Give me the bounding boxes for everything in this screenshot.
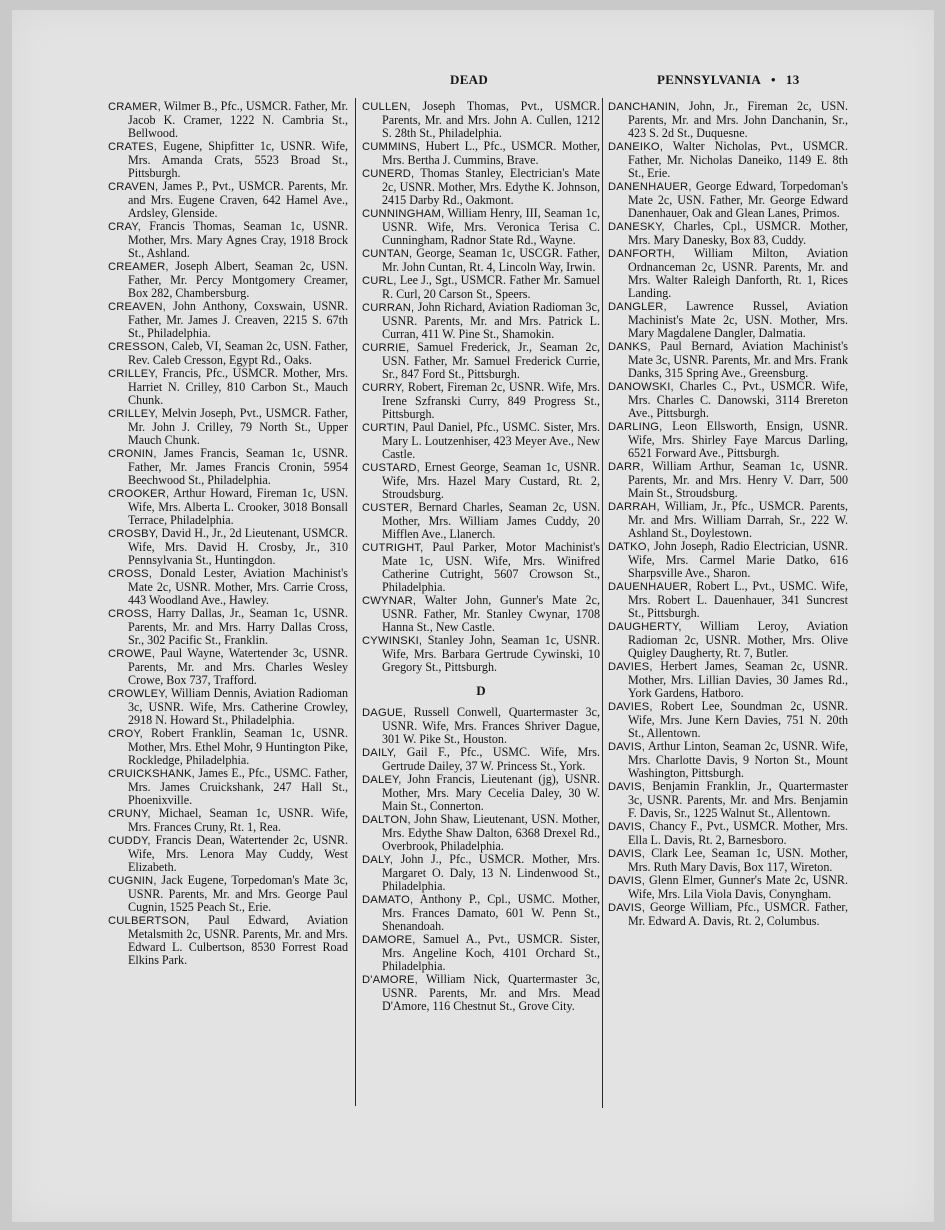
entry-details: Francis, Pfc., USMCR. Mother, Mrs. Harriet N. Crilley, 810 Carbon St., Mauch Chunk. bbox=[128, 366, 348, 407]
casualty-entry bbox=[108, 727, 348, 767]
entry-surname: CURRIE, bbox=[362, 342, 410, 354]
entry-details: Russell Conwell, Quartermaster 3c, USNR. Wife, Mrs. Frances Shriver Dague, 301 W. Pike St., Houston. bbox=[382, 705, 600, 746]
entry-details: Paul Daniel, Pfc., USMC. Sister, Mrs. Mary L. Loutzenhiser, 423 Meyer Ave., New Castle. bbox=[382, 420, 600, 461]
entry-details: Glenn Elmer, Gunner's Mate 2c, USNR. Wife, Mrs. Lila Viola Davis, Conyngham. bbox=[628, 873, 848, 901]
entry-surname: DANKS, bbox=[608, 341, 651, 353]
casualty-entry bbox=[362, 421, 600, 461]
page-number: 13 bbox=[785, 72, 800, 87]
entry-surname: CRILLEY, bbox=[108, 408, 158, 420]
entry-surname: DAVIES, bbox=[608, 661, 653, 673]
casualty-entry bbox=[108, 687, 348, 727]
entry-details: John J., Pfc., USMCR. Mother, Mrs. Margaret O. Daly, 13 N. Lindenwood St., Philadelphia. bbox=[382, 852, 600, 893]
entry-details: Leon Ellsworth, Ensign, USNR. Wife, Mrs. Shirley Faye Marcus Darling, 6521 Forward Ave., Pittsburgh. bbox=[628, 419, 848, 460]
entry-details: Arthur Linton, Seaman 2c, USNR. Wife, Mrs. Charlotte Davis, 9 Norton St., Mount Washington, Pittsburgh. bbox=[628, 739, 848, 780]
entry-details: James P., Pvt., USMCR. Parents, Mr. and Mrs. Eugene Craven, 642 Hamel Ave., Ardsley, Glenside. bbox=[128, 179, 348, 220]
entry-surname: CROSS, bbox=[108, 608, 153, 620]
casualty-entry bbox=[608, 420, 848, 460]
entry-surname: DANESKY, bbox=[608, 221, 665, 233]
entry-surname: DAUGHERTY, bbox=[608, 621, 682, 633]
casualty-entry bbox=[608, 700, 848, 740]
entry-details: James Francis, Seaman 1c, USNR. Father, Mr. James Francis Cronin, 5954 Beechwood St., Philadelphia. bbox=[128, 446, 349, 487]
casualty-entry bbox=[608, 740, 848, 780]
entry-surname: CURRY, bbox=[362, 382, 405, 394]
entry-surname: CROY, bbox=[108, 728, 143, 740]
entry-details: George Edward, Torpedoman's Mate 2c, USN. Father, Mr. George Edward Danenhauer, Oak and Glean Lanes, Primos. bbox=[628, 179, 848, 220]
header-state: PENNSYLVANIA bbox=[657, 72, 762, 87]
casualty-entry bbox=[608, 847, 848, 874]
entry-details: William Leroy, Aviation Radioman 2c, USNR. Mother, Mrs. Olive Quigley Daugherty, Rt. 7, Butler. bbox=[628, 619, 848, 660]
entry-surname: CRAY, bbox=[108, 221, 141, 233]
entry-details: Robert, Fireman 2c, USNR. Wife, Mrs. Irene Szfranski Curry, 849 Progress St., Pittsburgh. bbox=[382, 380, 600, 421]
entry-surname: DANEIKO, bbox=[608, 141, 664, 153]
casualty-entry bbox=[362, 933, 600, 973]
entry-details: Francis Dean, Watertender 2c, USNR. Wife, Mrs. Lenora May Cuddy, West Elizabeth. bbox=[128, 833, 348, 874]
entry-surname: DANFORTH, bbox=[608, 248, 675, 260]
casualty-entry bbox=[608, 820, 848, 847]
casualty-entry bbox=[608, 180, 848, 220]
entry-details: Walter Nicholas, Pvt., USMCR. Father, Mr. Nicholas Daneiko, 1149 E. 8th St., Erie. bbox=[628, 139, 849, 180]
casualty-entry bbox=[362, 274, 600, 301]
entry-surname: DAMATO, bbox=[362, 894, 414, 906]
casualty-entry bbox=[608, 540, 848, 580]
entry-details: Joseph Albert, Seaman 2c, USN. Father, Mr. Percy Montgomery Creamer, Box 282, Chambersburg. bbox=[128, 259, 348, 300]
casualty-entry bbox=[108, 260, 348, 300]
casualty-entry bbox=[608, 620, 848, 660]
entry-surname: CUSTARD, bbox=[362, 462, 420, 474]
entry-details: David H., Jr., 2d Lieutenant, USMCR. Wife, Mrs. David H. Crosby, Jr., 310 Pennsylvania St., Huntingdon. bbox=[128, 526, 348, 567]
entry-surname: CURL, bbox=[362, 275, 397, 287]
casualty-entry bbox=[108, 220, 348, 260]
column-3 bbox=[608, 100, 848, 928]
entry-surname: DATKO, bbox=[608, 541, 651, 553]
entry-details: Jack Eugene, Torpedoman's Mate 3c, USNR. Parents, Mr. and Mrs. George Paul Cugnin, 1525 Peach St., Erie. bbox=[128, 873, 348, 914]
entry-surname: CULBERTSON, bbox=[108, 915, 190, 927]
column-1 bbox=[108, 100, 348, 967]
casualty-entry bbox=[108, 180, 348, 220]
entry-details: James E., Pfc., USMC. Father, Mrs. James Cruickshank, 247 Hall St., Phoenixville. bbox=[128, 766, 348, 807]
entry-surname: DAVIES, bbox=[608, 701, 653, 713]
entry-surname: CROWLEY, bbox=[108, 688, 168, 700]
entry-details: Paul Edward, Aviation Metalsmith 2c, USNR. Parents, Mr. and Mrs. Edward L. Culbertson, 8530 Forrest Road Elkins Park. bbox=[128, 913, 348, 967]
entry-surname: CWYNAR, bbox=[362, 595, 417, 607]
entry-details: George, Seaman 1c, USCGR. Father, Mr. John Cuntan, Rt. 4, Lincoln Way, Irwin. bbox=[382, 246, 600, 274]
header-bullet: • bbox=[771, 72, 776, 87]
entry-details: William Milton, Aviation Ordnanceman 2c, USNR. Parents, Mr. and Mrs. Walter Raleigh Danforth, Rt. 1, Rices Landing. bbox=[628, 246, 848, 300]
entry-details: Gail F., Pfc., USMC. Wife, Mrs. Gertrude Dailey, 37 W. Princess St., York. bbox=[382, 745, 600, 773]
column-rule-2 bbox=[602, 98, 603, 1108]
casualty-entry bbox=[108, 607, 348, 647]
casualty-entry bbox=[362, 973, 600, 1013]
entry-details: Herbert James, Seaman 2c, USNR. Mother, Mrs. Lillian Davies, 30 James Rd., York Gardens, Hatboro. bbox=[628, 659, 849, 700]
entry-details: Donald Lester, Aviation Machinist's Mate 2c, USNR. Mother, Mrs. Carrie Cross, 443 Woodland Ave., Hawley. bbox=[128, 566, 348, 607]
casualty-entry bbox=[608, 300, 848, 340]
casualty-entry bbox=[362, 773, 600, 813]
entry-surname: DAVIS, bbox=[608, 875, 646, 887]
casualty-entry bbox=[108, 767, 348, 807]
entry-surname: DAVIS, bbox=[608, 902, 646, 914]
entry-surname: CUTRIGHT, bbox=[362, 542, 424, 554]
entry-details: Caleb, VI, Seaman 2c, USN. Father, Rev. Caleb Cresson, Egypt Rd., Oaks. bbox=[128, 339, 348, 367]
entry-details: William Henry, III, Seaman 1c, USNR. Wife, Mrs. Veronica Terisa C. Cunningham, Radnor State Rd., Wayne. bbox=[382, 206, 600, 247]
casualty-entry bbox=[362, 167, 600, 207]
entry-details: Joseph Thomas, Pvt., USMCR. Parents, Mr. and Mrs. John A. Cullen, 1212 S. 28th St., Philadelphia. bbox=[382, 99, 600, 140]
entry-surname: CRUICKSHANK, bbox=[108, 768, 195, 780]
entry-details: Anthony P., Cpl., USMC. Mother, Mrs. Frances Damato, 601 W. Penn St., Shenandoah. bbox=[382, 892, 600, 933]
casualty-entry bbox=[362, 893, 600, 933]
casualty-entry bbox=[108, 100, 348, 140]
entry-surname: CUGNIN, bbox=[108, 875, 157, 887]
entry-details: Lawrence Russel, Aviation Machinist's Mate 2c, USN. Mother, Mrs. Mary Magdalene Dangler, Dalmatia. bbox=[628, 299, 848, 340]
entry-details: Eugene, Shipfitter 1c, USNR. Wife, Mrs. Amanda Crats, 5523 Broad St., Pittsburgh. bbox=[128, 139, 348, 180]
casualty-entry bbox=[608, 874, 848, 901]
entry-surname: CRILLEY, bbox=[108, 368, 158, 380]
casualty-entry bbox=[362, 341, 600, 381]
entry-details: Francis Thomas, Seaman 1c, USNR. Mother, Mrs. Mary Agnes Cray, 1918 Brock St., Ashland. bbox=[128, 219, 348, 260]
entry-details: Paul Bernard, Aviation Machinist's Mate 3c, USNR. Parents, Mr. and Mrs. Frank Danks, 315 Spring Ave., Greensburg. bbox=[628, 339, 848, 380]
entry-surname: CUDDY, bbox=[108, 835, 151, 847]
entry-surname: DAILY, bbox=[362, 747, 397, 759]
entry-surname: DARLING, bbox=[608, 421, 663, 433]
entry-details: Clark Lee, Seaman 1c, USN. Mother, Mrs. Ruth Mary Davis, Box 117, Wireton. bbox=[628, 846, 848, 874]
entry-surname: CUMMINS, bbox=[362, 141, 421, 153]
entry-surname: CUNERD, bbox=[362, 168, 415, 180]
casualty-entry bbox=[362, 100, 600, 140]
casualty-entry bbox=[362, 541, 600, 594]
casualty-entry bbox=[608, 100, 848, 140]
casualty-entry bbox=[362, 247, 600, 274]
entry-details: Stanley John, Seaman 1c, USNR. Wife, Mrs. Barbara Gertrude Cywinski, 10 Gregory St., Pittsburgh. bbox=[382, 633, 600, 674]
entry-details: Hubert L., Pfc., USMCR. Mother, Mrs. Bertha J. Cummins, Brave. bbox=[382, 139, 600, 167]
casualty-entry bbox=[362, 207, 600, 247]
entry-details: Arthur Howard, Fireman 1c, USN. Wife, Mrs. Alberta L. Crooker, 3018 Bonsall Terrace, Philadelphia. bbox=[128, 486, 349, 527]
entry-surname: DAVIS, bbox=[608, 821, 646, 833]
entry-surname: DAVIS, bbox=[608, 781, 646, 793]
header-state-page bbox=[657, 72, 800, 90]
casualty-entry bbox=[108, 300, 348, 340]
entry-surname: CROSBY, bbox=[108, 528, 159, 540]
casualty-entry bbox=[362, 594, 600, 634]
entry-surname: DANCHANIN, bbox=[608, 101, 680, 113]
entry-surname: DANGLER, bbox=[608, 301, 667, 313]
casualty-entry bbox=[362, 461, 600, 501]
casualty-entry bbox=[108, 874, 348, 914]
entry-details: Ernest George, Seaman 1c, USNR. Wife, Mrs. Hazel Mary Custard, Rt. 2, Stroudsburg. bbox=[382, 460, 601, 501]
entry-details: Paul Wayne, Watertender 3c, USNR. Parents, Mr. and Mrs. Charles Wesley Crowe, Box 737, Trafford. bbox=[128, 646, 348, 687]
entry-details: John Richard, Aviation Radioman 3c, USNR. Parents, Mr. and Mrs. Patrick L. Curran, 411 W. Pine St., Shamokin. bbox=[382, 300, 600, 341]
casualty-entry bbox=[608, 901, 848, 928]
entry-details: Benjamin Franklin, Jr., Quartermaster 3c, USNR. Parents, Mr. and Mrs. Benjamin F. Davis, Sr., 1225 Walnut St., Allentown. bbox=[628, 779, 848, 820]
casualty-entry bbox=[108, 367, 348, 407]
entry-surname: DALTON, bbox=[362, 814, 411, 826]
casualty-entry bbox=[362, 746, 600, 773]
entry-details: William Arthur, Seaman 1c, USNR. Parents, Mr. and Mrs. Henry V. Darr, 500 Main St., Stroudsburg. bbox=[628, 459, 849, 500]
entry-surname: CROOKER, bbox=[108, 488, 170, 500]
entry-surname: DAVIS, bbox=[608, 848, 646, 860]
casualty-entry bbox=[362, 706, 600, 746]
casualty-entry bbox=[608, 780, 848, 820]
entry-surname: DAMORE, bbox=[362, 934, 416, 946]
entry-surname: CURTIN, bbox=[362, 422, 409, 434]
entry-details: Melvin Joseph, Pvt., USMCR. Father, Mr. John J. Crilley, 79 North St., Upper Mauch Chunk. bbox=[128, 406, 348, 447]
casualty-entry bbox=[608, 500, 848, 540]
entry-details: Chancy F., Pvt., USMCR. Mother, Mrs. Ella L. Davis, Rt. 2, Barnesboro. bbox=[628, 819, 848, 847]
entry-surname: DANENHAUER, bbox=[608, 181, 692, 193]
casualty-entry bbox=[608, 580, 848, 620]
entry-surname: CRAVEN, bbox=[108, 181, 159, 193]
entry-details: Charles, Cpl., USMCR. Mother, Mrs. Mary Danesky, Box 83, Cuddy. bbox=[628, 219, 848, 247]
entry-details: Wilmer B., Pfc., USMCR. Father, Mr. Jacob K. Cramer, 1222 N. Cambria St., Bellwood. bbox=[128, 99, 348, 140]
column-2 bbox=[362, 100, 600, 1013]
entry-surname: CYWINSKI, bbox=[362, 635, 423, 647]
entry-surname: CREAVEN, bbox=[108, 301, 166, 313]
entry-surname: CREAMER, bbox=[108, 261, 169, 273]
entry-surname: CRATES, bbox=[108, 141, 158, 153]
entry-details: Paul Parker, Motor Machinist's Mate 1c, USN. Wife, Mrs. Winifred Catherine Cutright, 5607 Crowson St., Philadelphia. bbox=[382, 540, 600, 594]
casualty-entry bbox=[608, 380, 848, 420]
entry-details: William Dennis, Aviation Radioman 3c, USNR. Wife, Mrs. Catherine Crowley, 2918 N. Howard St., Philadelphia. bbox=[128, 686, 348, 727]
entry-details: William, Jr., Pfc., USMCR. Parents, Mr. and Mrs. William Darrah, Sr., 222 W. Ashland St., Doylestown. bbox=[628, 499, 848, 540]
entry-surname: CULLEN, bbox=[362, 101, 411, 113]
casualty-entry bbox=[108, 527, 348, 567]
entry-details: Michael, Seaman 1c, USNR. Wife, Mrs. Frances Cruny, Rt. 1, Rea. bbox=[128, 806, 348, 834]
entry-surname: CROSS, bbox=[108, 568, 153, 580]
entry-details: Robert L., Pvt., USMC. Wife, Mrs. Robert L. Dauenhauer, 341 Suncrest St., Pittsburgh. bbox=[628, 579, 848, 620]
entry-surname: CRESSON, bbox=[108, 341, 169, 353]
casualty-entry bbox=[108, 140, 348, 180]
entry-details: Samuel Frederick, Jr., Seaman 2c, USN. Father, Mr. Samuel Frederick Currie, Sr., 847 Ford St., Pittsburgh. bbox=[382, 340, 600, 381]
entry-surname: CUNNINGHAM, bbox=[362, 208, 445, 220]
entry-surname: DALEY, bbox=[362, 774, 402, 786]
casualty-entry bbox=[108, 567, 348, 607]
column-rule-1 bbox=[355, 98, 356, 1106]
casualty-entry bbox=[608, 660, 848, 700]
casualty-entry bbox=[608, 140, 848, 180]
casualty-entry bbox=[108, 487, 348, 527]
casualty-entry bbox=[108, 834, 348, 874]
entry-details: Lee J., Sgt., USMCR. Father Mr. Samuel R. Curl, 20 Carson St., Speers. bbox=[382, 273, 601, 301]
entry-details: John, Jr., Fireman 2c, USN. Parents, Mr. and Mrs. John Danchanin, Sr., 423 S. 2d St., Duquesne. bbox=[628, 99, 848, 140]
entry-details: William Nick, Quartermaster 3c, USNR. Parents, Mr. and Mrs. Mead D'Amore, 116 Chestnut St., Grove City. bbox=[382, 972, 600, 1013]
entry-details: Bernard Charles, Seaman 2c, USN. Mother, Mrs. William James Cuddy, 20 Mifflen Ave., Llanerch. bbox=[382, 500, 600, 541]
section-letter: D bbox=[476, 683, 486, 698]
entry-details: Charles C., Pvt., USMCR. Wife, Mrs. Charles C. Danowski, 3114 Brereton Ave., Pittsburgh. bbox=[628, 379, 848, 420]
entry-surname: CUSTER, bbox=[362, 502, 413, 514]
casualty-entry bbox=[362, 140, 600, 167]
entry-surname: DAUENHAUER, bbox=[608, 581, 692, 593]
casualty-entry bbox=[108, 340, 348, 367]
casualty-entry bbox=[608, 247, 848, 300]
casualty-entry bbox=[108, 447, 348, 487]
casualty-entry bbox=[362, 634, 600, 674]
entry-surname: CRUNY, bbox=[108, 808, 151, 820]
casualty-entry bbox=[608, 340, 848, 380]
entry-surname: DARR, bbox=[608, 461, 644, 473]
entry-surname: DAGUE, bbox=[362, 707, 407, 719]
casualty-entry bbox=[608, 220, 848, 247]
entry-surname: CRONIN, bbox=[108, 448, 157, 460]
entry-surname: CROWE, bbox=[108, 648, 156, 660]
entry-details: Thomas Stanley, Electrician's Mate 2c, USNR. Mother, Mrs. Edythe K. Johnson, 2415 Darby Rd., Oakmont. bbox=[382, 166, 601, 207]
entry-surname: DANOWSKI, bbox=[608, 381, 674, 393]
header-dead: DEAD bbox=[450, 72, 489, 87]
casualty-entry bbox=[362, 381, 600, 421]
entry-details: George William, Pfc., USMCR. Father, Mr. Edward A. Davis, Rt. 2, Columbus. bbox=[628, 900, 848, 928]
casualty-entry bbox=[108, 914, 348, 967]
entry-details: John Shaw, Lieutenant, USN. Mother, Mrs. Edythe Shaw Dalton, 6368 Drexel Rd., Overbrook, Philadelphia. bbox=[382, 812, 600, 853]
entry-details: Robert Lee, Soundman 2c, USNR. Wife, Mrs. June Kern Davies, 751 N. 20th St., Allentown. bbox=[628, 699, 848, 740]
casualty-entry bbox=[608, 460, 848, 500]
entry-surname: DAVIS, bbox=[608, 741, 646, 753]
entry-details: Walter John, Gunner's Mate 2c, USNR. Father, Mr. Stanley Cwynar, 1708 Hanna St., New Castle. bbox=[382, 593, 600, 634]
entry-surname: DARRAH, bbox=[608, 501, 660, 513]
casualty-entry bbox=[362, 301, 600, 341]
entry-surname: CURRAN, bbox=[362, 302, 415, 314]
entry-details: Harry Dallas, Jr., Seaman 1c, USNR. Parents, Mr. and Mrs. Harry Dallas Cross, Sr., 302 Pacific St., Franklin. bbox=[128, 606, 348, 647]
casualty-entry bbox=[362, 813, 600, 853]
entry-details: Robert Franklin, Seaman 1c, USNR. Mother, Mrs. Ethel Mohr, 9 Huntington Pike, Rockledge, Philadelphia. bbox=[128, 726, 348, 767]
entry-details: John Anthony, Coxswain, USNR. Father, Mr. James J. Creaven, 2215 S. 67th St., Philadelphia. bbox=[128, 299, 348, 340]
entry-surname: CUNTAN, bbox=[362, 248, 413, 260]
entry-surname: D'AMORE, bbox=[362, 974, 418, 986]
casualty-entry bbox=[108, 647, 348, 687]
entry-surname: DALY, bbox=[362, 854, 394, 866]
document-page bbox=[12, 10, 934, 1222]
casualty-entry bbox=[362, 501, 600, 541]
casualty-entry bbox=[108, 807, 348, 834]
entry-details: John Joseph, Radio Electrician, USNR. Wife, Mrs. Carmel Marie Datko, 616 Sharpsville Ave., Sharon. bbox=[628, 539, 848, 580]
entry-details: Samuel A., Pvt., USMCR. Sister, Mrs. Angeline Koch, 4101 Orchard St., Philadelphia. bbox=[382, 932, 600, 973]
entry-details: John Francis, Lieutenant (jg), USNR. Mother, Mrs. Mary Cecelia Daley, 30 W. Main St., Connerton. bbox=[382, 772, 601, 813]
entry-surname: CRAMER, bbox=[108, 101, 161, 113]
casualty-entry bbox=[108, 407, 348, 447]
casualty-entry bbox=[362, 853, 600, 893]
